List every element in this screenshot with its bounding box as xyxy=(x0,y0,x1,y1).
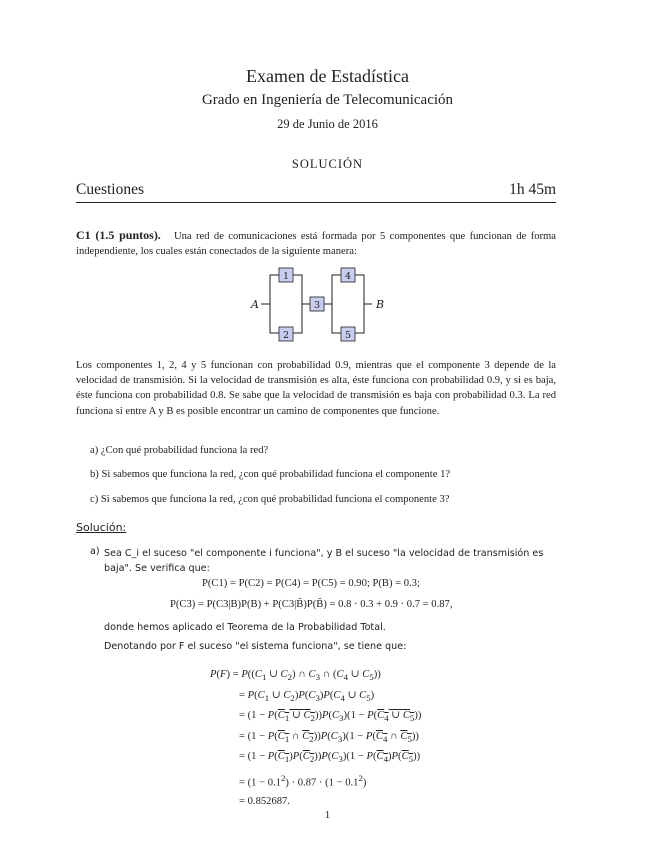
derivation xyxy=(210,666,421,812)
node-a-label: A xyxy=(251,298,259,311)
question-c: c) Si sabemos que funciona la red, ¿con qué probabilidad funciona el componente 3? xyxy=(90,494,450,505)
solution-intro2: Denotando por F el suceso "el sistema funciona", se tiene que: xyxy=(104,641,407,652)
problem-intro xyxy=(76,228,556,259)
component-1-label: 1 xyxy=(282,271,290,282)
derivation-line-7: = 0.852687. xyxy=(239,796,290,808)
section-time: 1h 45m xyxy=(509,181,556,198)
derivation-line-3: = ($1 - P(C_1$ ∪ $C_2))P(C_3)(1 - P(C_4$ ∪ $C_5$)) xyxy=(239,710,422,724)
component-2-label: 2 xyxy=(282,330,290,341)
section-rule xyxy=(76,202,556,203)
component-4-label: 4 xyxy=(344,271,352,282)
derivation-line-1: $P(F) = P((C_1$ ∪ $C_2$) ∩ $C_3$ ∩ ($C_4$ ∪ $C_5$)) xyxy=(210,669,381,683)
derivation-line-2: = $P(C_1$ ∪ $C_2)P(C_3)P(C_4$ ∪ $C_5$) xyxy=(239,689,375,703)
network-diagram xyxy=(245,262,395,344)
exam-title: Examen de Estadística xyxy=(246,66,409,86)
section-header xyxy=(76,181,556,199)
question-b: b) Si sabemos que funciona la red, ¿con qué probabilidad funciona el componente 1? xyxy=(90,469,451,480)
problem-intro-text: Una red de comunicaciones está formada por 5 componentes que funcionan de forma independiente, los cuales están conectados de la siguiente manera: xyxy=(76,231,556,258)
page-number: 1 xyxy=(324,810,331,821)
derivation-line-5: = $(1 - P(C_1)P(C_2))P(C_3)(1 - P(C_4)P(C_5))$ xyxy=(239,751,421,765)
problem-label: C1 (1.5 puntos). xyxy=(76,228,161,242)
question-a: a) ¿Con qué probabilidad funciona la red? xyxy=(90,445,269,456)
exam-subtitle: Grado en Ingeniería de Telecomunicación xyxy=(201,92,454,108)
solution-label: SOLUCIÓN xyxy=(291,157,364,171)
section-title: Cuestiones xyxy=(76,181,145,198)
problem-description: Los componentes 1, 2, 4 y 5 funcionan con probabilidad 0.9, mientras que el componente 3 depende de la velocidad de transmisión. Si la velocidad de transmisión es alta, éste funciona con probabilidad 0.9, y si es baja, éste funciona con probabilidad 0.8. Se sabe que la velocidad de transmisión es baja con probabilidad 0.3. La red funciona si entre A y B es posible encontrar un camino de componentes que funcione. xyxy=(76,360,556,417)
solution-note: donde hemos aplicado el Teorema de la Probabilidad Total. xyxy=(104,622,386,633)
derivation-result: 0.852687. xyxy=(247,796,290,808)
solution-line1: Sea C_i el suceso "el componente i funciona", y B el suceso "la velocidad de transmisión es baja". Se verifica que: xyxy=(104,548,544,574)
solution-heading: Solución: xyxy=(76,521,127,534)
node-b-label: B xyxy=(376,298,385,311)
equation-1: P(C1) = P(C2) = P(C4) = P(C5) = 0.90; P(B) = 0.3; xyxy=(202,578,420,589)
component-3-label: 3 xyxy=(313,300,321,311)
derivation-line-4: = ($1 - P(C_1$ ∩ $C_2))P(C_3)(1 - P(C_4$ ∩ $C_5$)) xyxy=(239,730,419,744)
exam-date: 29 de Junio de 2016 xyxy=(277,117,378,131)
component-5-label: 5 xyxy=(344,330,352,341)
solution-item-label: a) xyxy=(90,546,100,557)
derivation-line-6: = $(1 - 0.1^2) \cdot 0.87 \cdot (1 - 0.1^2)$ xyxy=(239,773,367,789)
equation-2: P(C3) = P(C3|B)P(B) + P(C3|B̃)P(B̃) = 0.8 · 0.3 + 0.9 · 0.7 = 0.87, xyxy=(170,599,453,610)
